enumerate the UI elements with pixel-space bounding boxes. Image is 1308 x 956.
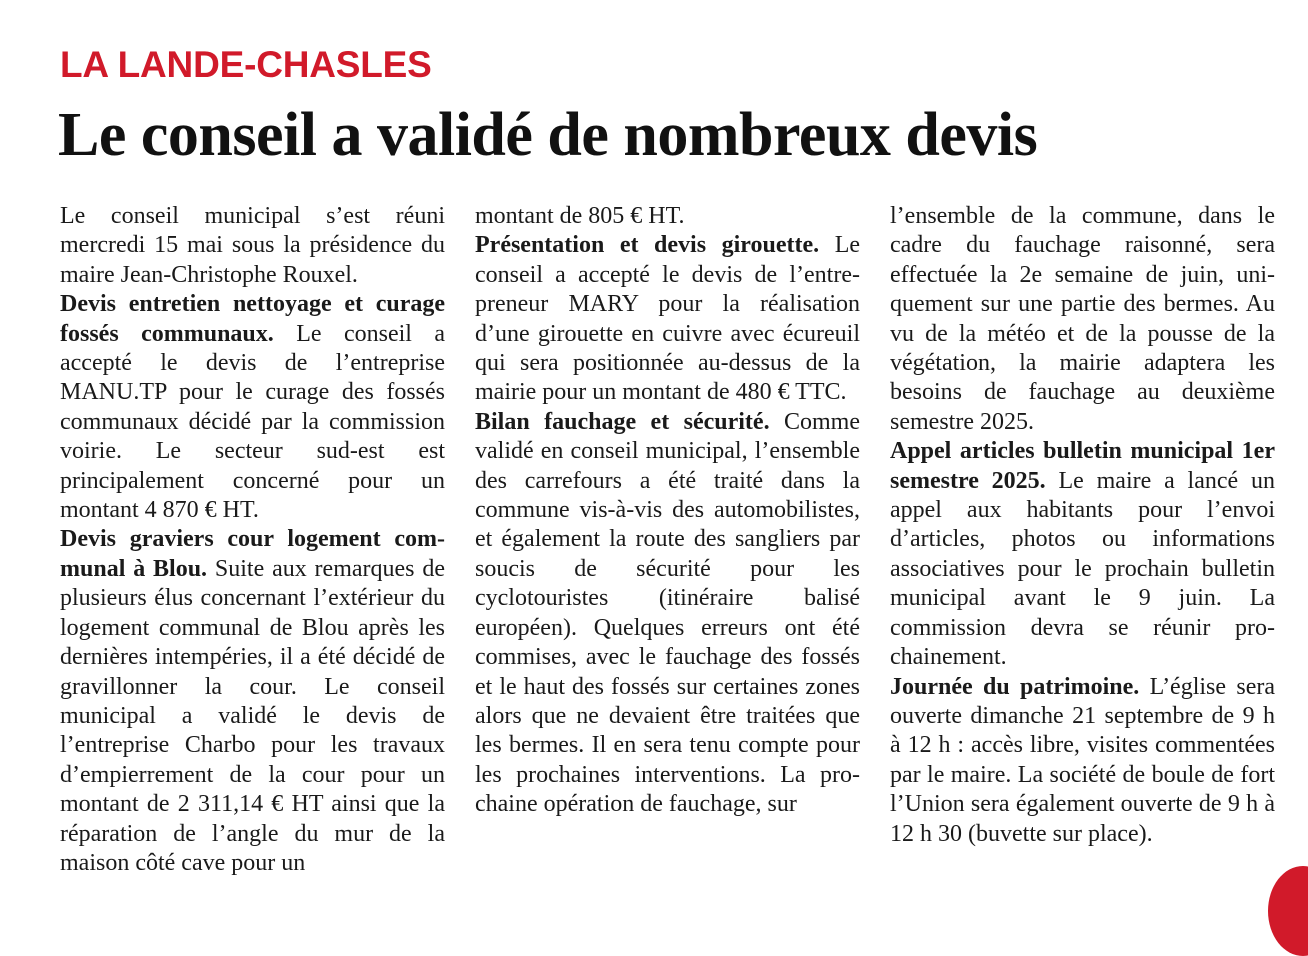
paragraph-text: Suite aux remarques de plusieurs élus concernant l’extérieur du logement communal de Blou après les dernières intempéries, il a été décidé de gravillonner la cour. Le conseil municipal a validé le devis de l’entreprise Charbo pour les travaux d’empierrement de la cour pour un montant de 2 311,14 € HT ainsi que la réparation de l’angle du mur de la maison côté cave pour un — [60, 555, 445, 876]
paragraph-lead: Devis graviers cour logement communal à Blou. — [60, 526, 445, 582]
paragraph — [475, 231, 860, 407]
paragraph-text: l’ensemble de la commune, dans le cadre du fauchage raisonné, sera effectuée la 2e semaine de juin, uniquement sur une partie des bermes. Au vu de la météo et de la pousse de la végétation, la mairie adaptera les besoins de fauchage au deuxième semestre 2025. — [890, 203, 1275, 435]
paragraph — [475, 408, 860, 820]
paragraph-text: L’église sera ouverte dimanche 21 septembre de 9 h à 12 h : accès libre, visites commentées par le maire. La société de boule de fort l’Union sera également ouverte de 9 h à 12 h 30 (buvette sur place). — [890, 673, 1275, 847]
section-kicker: LA LANDE-CHASLES — [60, 44, 432, 85]
article-column-2 — [475, 202, 860, 820]
paragraph — [60, 525, 445, 878]
paragraph-text: Le conseil a accepté le devis de l’entreprise MANU.TP pour le curage des fossés communaux décidé par la commission voirie. Le secteur sud-est est principalement concerné pour un montant 4 870 € HT. — [60, 320, 446, 524]
article-headline: Le conseil a validé de nombreux devis — [58, 101, 1038, 169]
paragraph — [60, 202, 445, 290]
paragraph-lead: Devis entretien nettoyage et curage fossés communaux. — [60, 291, 445, 347]
paragraph-lead: Présentation et devis girouette. — [475, 232, 820, 259]
paragraph-text: Le conseil municipal s’est réuni mercredi 15 mai sous la présidence du maire Jean-Christophe Rouxel. — [60, 203, 445, 288]
paragraph-lead: Journée du patrimoine. — [890, 673, 1140, 700]
paragraph-lead: Appel articles bulletin municipal 1er semestre 2025. — [890, 438, 1275, 494]
paragraph — [475, 202, 860, 231]
article-column-1 — [60, 202, 445, 878]
paragraph-text: montant de 805 € HT. — [475, 203, 685, 229]
paragraph-text: Le conseil a accepté le devis de l’entrepreneur MARY pour la réalisation d’une girouette en cuivre avec écureuil qui sera positionnée au-dessus de la mairie pour un montant de 480 € TTC. — [475, 232, 861, 406]
paragraph-text: Comme validé en conseil municipal, l’ensemble des carrefours a été traité dans la commune vis-à-vis des automobilistes, et également la route des sangliers par soucis de sécurité pour les cyclotouristes (itinéraire balisé européen). Quelques erreurs ont été commises, avec le fauchage des fossés et le haut des fossés sur certaines zones alors que ne devaient être traitées que les bermes. Il en sera tenu compte pour les prochaines interventions. La prochaine opération de fauchage, sur — [475, 408, 860, 818]
paragraph — [890, 437, 1275, 672]
paragraph — [890, 673, 1275, 849]
paragraph — [60, 290, 445, 525]
paragraph-lead: Bilan fauchage et sécurité. — [475, 408, 770, 435]
paragraph — [890, 202, 1275, 437]
article-column-3 — [890, 202, 1275, 849]
paragraph-text: Le maire a lancé un appel aux habitants pour l’envoi d’articles, photos ou informations associatives pour le prochain bulletin municipal avant le 9 juin. La commission devra se réunir prochainement. — [890, 467, 1275, 671]
corner-red-shape — [1268, 866, 1308, 956]
